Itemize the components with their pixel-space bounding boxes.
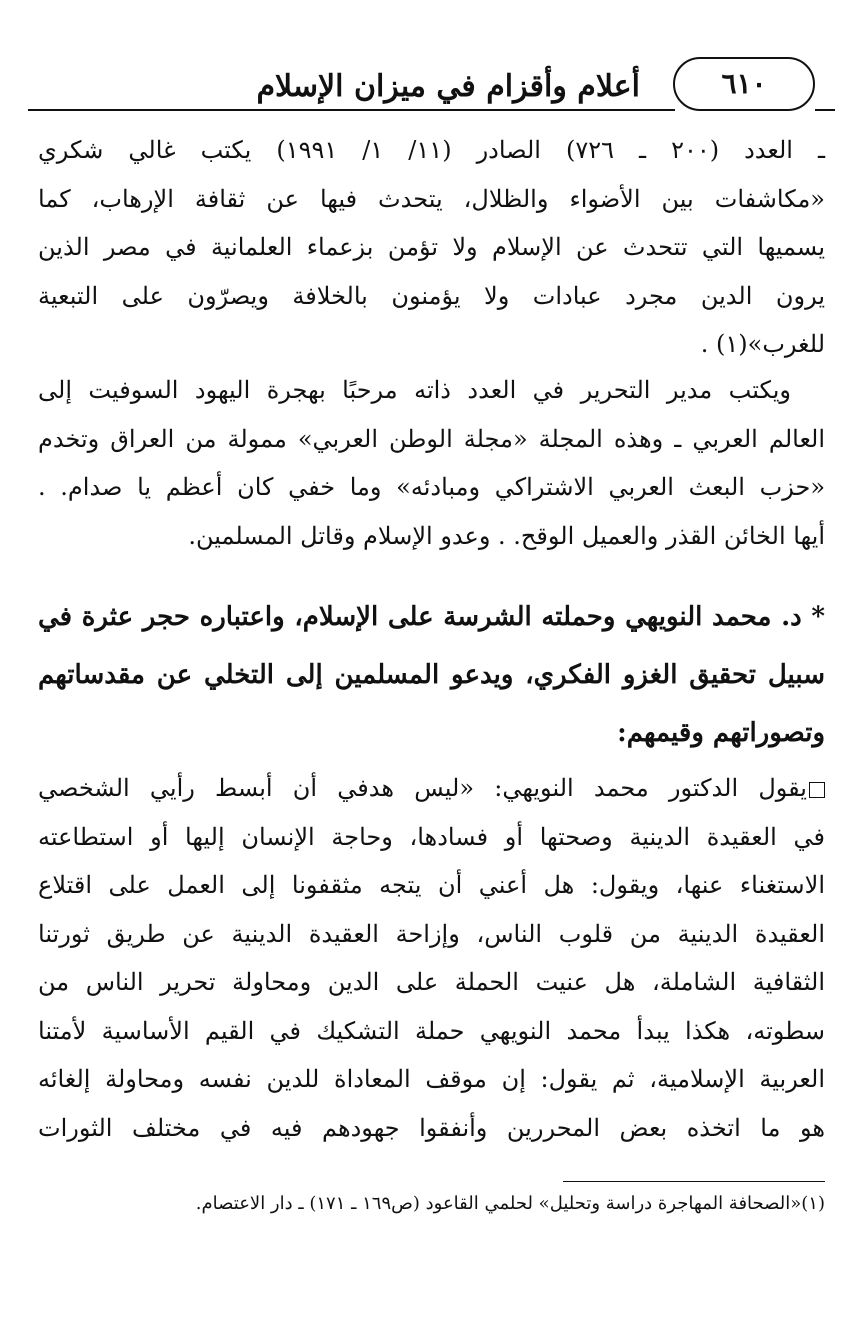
footnote: (١)«الصحافة المهاجرة دراسة وتحليل» لحلمي القاعود (ص١٦٩ ـ ١٧١) ـ دار الاعتصام. — [195, 1193, 825, 1214]
heading-line: وتصوراتهم وقيمهم: — [617, 718, 825, 748]
page-header — [28, 55, 835, 117]
text-line: للغرب»(١) . — [700, 330, 825, 358]
text-line: العقيدة الدينية من قلوب الناس، وإزاحة العقيدة الدينية عن طريق ثورتنا — [38, 919, 825, 948]
text-line: ويكتب مدير التحرير في العدد ذاته مرحبًا بهجرة اليهود السوفيت إلى — [38, 376, 792, 404]
text-line: الاستغناء عنها، ويقول: هل أعني أن يتجه مثقفونا إلى العمل على اقتلاع — [38, 871, 825, 899]
heading-line: سبيل تحقيق الغزو الفكري، ويدعو المسلمين إلى التخلي عن مقدساتهم — [38, 660, 825, 690]
text-line: «مكاشفات بين الأضواء والظلال، يتحدث فيها عن ثقافة الإرهاب، كما — [38, 184, 825, 213]
text-line: في العقيدة الدينية وصحتها أو فسادها، وحاجة الإنسان إليها أو استطاعته — [38, 822, 825, 851]
header-rule — [28, 109, 675, 111]
text-line: الثقافية الشاملة، هل عنيت الحملة على الدين ومحاولة تحرير الناس من — [38, 968, 825, 996]
header-rule-right — [815, 109, 835, 111]
text-line: العالم العربي ـ وهذه المجلة «مجلة الوطن العربي» ممولة من العراق وتخدم — [38, 424, 825, 453]
text-line: يسميها التي تتحدث عن الإسلام ولا تؤمن بزعماء العلمانية في مصر الذين — [38, 233, 826, 261]
heading-line: * د. محمد النويهي وحملته الشرسة على الإسلام، واعتباره حجر عثرة في — [38, 602, 825, 632]
section-heading — [38, 588, 825, 762]
paragraph-2 — [38, 366, 825, 560]
text-line: أيها الخائن القذر والعميل الوقح. . وعدو الإسلام وقاتل المسلمين. — [188, 521, 825, 550]
text-line: هو ما اتخذه بعض المحررين وأنفقوا جهودهم فيه في مختلف الثورات — [38, 1113, 825, 1142]
text-line: «حزب البعث العربي الاشتراكي ومبادئه» وما خفي كان أعظم يا صدام. . — [38, 473, 825, 501]
page-number: ٦١٠ — [673, 57, 815, 111]
text-line — [38, 764, 825, 813]
paragraph-1 — [38, 126, 825, 369]
text-line: سطوته، هكذا يبدأ محمد النويهي حملة التشكيك في القيم الأساسية لأمتنا — [38, 1016, 825, 1045]
text-line: يرون الدين مجرد عبادات ولا يؤمنون بالخلافة ويصرّون على التبعية — [38, 281, 825, 310]
text-line: العربية الإسلامية، ثم يقول: إن موقف المعاداة للدين نفسه ومحاولة إلغائه — [38, 1065, 825, 1093]
text-line: ـ العدد (٢٠٠ ـ ٧٢٦) الصادر (١١/ ١/ ١٩٩١) يكتب غالي شكري — [38, 136, 826, 164]
box-mark-icon — [809, 782, 825, 798]
paragraph-4 — [38, 764, 825, 1152]
running-title: أعلام وأقزام في ميزان الإسلام — [256, 69, 640, 104]
text-line-content: يقول الدكتور محمد النويهي: «ليس هدفي أن أبسط رأيي الشخصي — [38, 774, 807, 802]
footnote-rule — [563, 1181, 825, 1182]
